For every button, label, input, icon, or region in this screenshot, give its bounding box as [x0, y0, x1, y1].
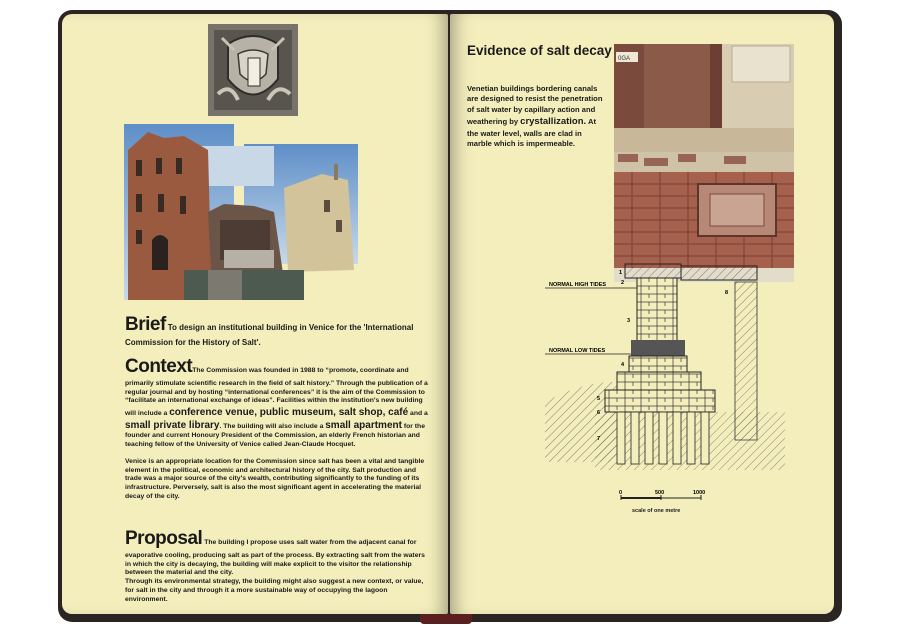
context-facilities: conference venue, public museum, salt shop, café — [169, 407, 409, 419]
plaque-text: 0GA — [618, 56, 631, 62]
wall-section-drawing — [545, 262, 790, 477]
label-8: 8 — [725, 290, 729, 296]
label-3: 3 — [627, 318, 631, 324]
scale-tick-500: 500 — [655, 490, 665, 496]
high-tides-label: NORMAL HIGH TIDES — [549, 282, 607, 288]
scale-tick-1000: 1000 — [693, 490, 706, 496]
context-text-3: . The building will also include a — [219, 423, 326, 431]
label-7: 7 — [597, 436, 601, 442]
evidence-text-1: Venetian buildings bordering canals are designed to resist the penetration of salt water by capillary action and weathering by — [467, 84, 603, 127]
proposal-text-1: The building I propose uses salt water from the adjacent canal for evaporative cooling, producing salt as part of the process. By extracting salt from the waters in which the city is decaying, the building will make explicit to the visitor the relationship between the material and the city. — [125, 539, 425, 577]
label-1: 1 — [619, 270, 623, 276]
context-heading: Context — [125, 356, 193, 377]
scale-label: scale of one metre — [632, 508, 681, 514]
salt-decay-wall-photo — [614, 44, 794, 282]
context-text-2: and a — [408, 410, 428, 418]
label-4: 4 — [621, 362, 625, 368]
context-apartment: small apartment — [325, 420, 402, 432]
low-tides-label: NORMAL LOW TIDES — [549, 348, 606, 354]
context-paragraph-2: Venice is an appropriate location for the Commission since salt has been a vital and tangible element in the political, economic and architectural history of the city. Salt production and trade was a major source of the city's wealth, contributing significantly to the funding of its infrastructure. Perversely, salt is also the most significant agent in accelerating the material decay of the city. — [125, 457, 425, 501]
label-2: 2 — [621, 280, 625, 286]
label-6: 6 — [597, 410, 601, 416]
context-text-1: The Commission was founded in 1988 to “promote, coordinate and primarily stimulate scientific research in the field of salt history.” Through the publication of a regular journal and by hosting “international conferences” it is the aim of the Commission to “facilitate an international exchange of ideas”. Facilities within the institution's new building will include a — [125, 367, 428, 418]
context-text-4: for the founder and current Honoury President of the Commission, an elderly French historian and teaching fellow of the University of Venice called Jean-Claude Hocquet. — [125, 423, 425, 448]
scale-tick-0: 0 — [619, 490, 623, 496]
label-5: 5 — [597, 396, 601, 402]
proposal-text-2: Through its environmental strategy, the building might also suggest a new context, or value, for salt in the city and through it a more sustainable way of occupying the lagoon environment. — [125, 578, 424, 603]
venice-collage-photo — [124, 120, 358, 300]
bookmark-ribbon — [420, 614, 472, 624]
proposal-heading: Proposal — [125, 528, 203, 549]
brief-heading: Brief — [125, 314, 166, 335]
context-library: small private library — [125, 420, 220, 432]
crest-relief-image — [208, 24, 298, 116]
evidence-text-2: At the water level, walls are clad in marble which is impermeable. — [467, 117, 597, 148]
evidence-title: Evidence of salt decay — [467, 43, 612, 58]
proposal-section — [125, 527, 430, 605]
evidence-body — [467, 84, 607, 149]
brief-section — [125, 313, 430, 349]
evidence-crystallization: crystallization. — [520, 116, 587, 128]
context-section — [125, 355, 430, 502]
brief-text: To design an institutional building in Venice for the 'International Commission for the History of Salt'. — [125, 323, 414, 347]
